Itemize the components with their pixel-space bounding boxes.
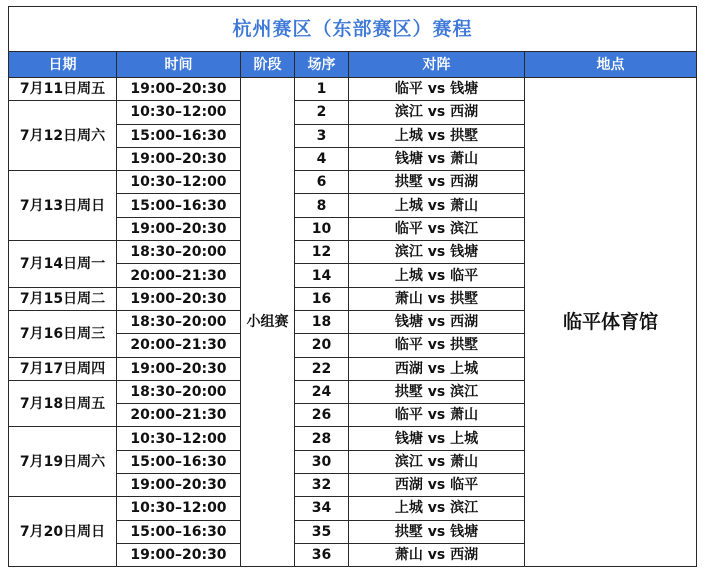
schedule-container (8, 6, 696, 567)
schedule-table (8, 6, 697, 567)
time-cell: 18:30–20:00 (117, 310, 241, 333)
time-cell: 19:00–20:30 (117, 147, 241, 170)
time-cell: 19:00–20:30 (117, 78, 241, 101)
match-cell: 临平 vs 萧山 (349, 404, 525, 427)
header-seq: 场序 (295, 52, 349, 78)
date-cell: 7月19日周六 (9, 427, 117, 497)
match-cell: 拱墅 vs 钱塘 (349, 520, 525, 543)
date-cell: 7月20日周日 (9, 497, 117, 567)
match-cell: 滨江 vs 西湖 (349, 101, 525, 124)
time-cell: 19:00–20:30 (117, 357, 241, 380)
seq-cell: 34 (295, 497, 349, 520)
seq-cell: 22 (295, 357, 349, 380)
match-cell: 上城 vs 萧山 (349, 194, 525, 217)
time-cell: 19:00–20:30 (117, 543, 241, 566)
seq-cell: 2 (295, 101, 349, 124)
seq-cell: 4 (295, 147, 349, 170)
date-cell: 7月12日周六 (9, 101, 117, 171)
match-cell: 上城 vs 拱墅 (349, 124, 525, 147)
time-cell: 19:00–20:30 (117, 217, 241, 240)
time-cell: 20:00–21:30 (117, 404, 241, 427)
table-row (9, 78, 697, 101)
seq-cell: 3 (295, 124, 349, 147)
match-cell: 临平 vs 钱塘 (349, 78, 525, 101)
seq-cell: 24 (295, 380, 349, 403)
date-cell: 7月17日周四 (9, 357, 117, 380)
date-cell: 7月16日周三 (9, 310, 117, 357)
time-cell: 15:00–16:30 (117, 194, 241, 217)
match-cell: 钱塘 vs 西湖 (349, 310, 525, 333)
time-cell: 20:00–21:30 (117, 334, 241, 357)
match-cell: 西湖 vs 上城 (349, 357, 525, 380)
seq-cell: 6 (295, 171, 349, 194)
time-cell: 10:30–12:00 (117, 101, 241, 124)
header-stage: 阶段 (241, 52, 295, 78)
seq-cell: 20 (295, 334, 349, 357)
match-cell: 上城 vs 临平 (349, 264, 525, 287)
seq-cell: 28 (295, 427, 349, 450)
time-cell: 18:30–20:00 (117, 380, 241, 403)
date-cell: 7月14日周一 (9, 241, 117, 288)
date-cell: 7月15日周二 (9, 287, 117, 310)
header-row (9, 52, 697, 78)
match-cell: 滨江 vs 钱塘 (349, 241, 525, 264)
match-cell: 钱塘 vs 萧山 (349, 147, 525, 170)
time-cell: 10:30–12:00 (117, 497, 241, 520)
match-cell: 萧山 vs 西湖 (349, 543, 525, 566)
date-cell: 7月13日周日 (9, 171, 117, 241)
seq-cell: 18 (295, 310, 349, 333)
header-time: 时间 (117, 52, 241, 78)
match-cell: 上城 vs 滨江 (349, 497, 525, 520)
match-cell: 拱墅 vs 滨江 (349, 380, 525, 403)
venue-cell: 临平体育馆 (525, 78, 697, 567)
seq-cell: 10 (295, 217, 349, 240)
header-date: 日期 (9, 52, 117, 78)
time-cell: 18:30–20:00 (117, 241, 241, 264)
time-cell: 10:30–12:00 (117, 427, 241, 450)
time-cell: 20:00–21:30 (117, 264, 241, 287)
time-cell: 15:00–16:30 (117, 124, 241, 147)
seq-cell: 30 (295, 450, 349, 473)
seq-cell: 32 (295, 474, 349, 497)
seq-cell: 26 (295, 404, 349, 427)
seq-cell: 36 (295, 543, 349, 566)
time-cell: 15:00–16:30 (117, 450, 241, 473)
title-row (9, 7, 697, 52)
match-cell: 西湖 vs 临平 (349, 474, 525, 497)
match-cell: 萧山 vs 拱墅 (349, 287, 525, 310)
match-cell: 临平 vs 滨江 (349, 217, 525, 240)
header-venue: 地点 (525, 52, 697, 78)
seq-cell: 14 (295, 264, 349, 287)
time-cell: 15:00–16:30 (117, 520, 241, 543)
seq-cell: 1 (295, 78, 349, 101)
seq-cell: 16 (295, 287, 349, 310)
time-cell: 10:30–12:00 (117, 171, 241, 194)
seq-cell: 8 (295, 194, 349, 217)
match-cell: 拱墅 vs 西湖 (349, 171, 525, 194)
stage-cell: 小组赛 (241, 78, 295, 567)
header-match: 对阵 (349, 52, 525, 78)
match-cell: 钱塘 vs 上城 (349, 427, 525, 450)
match-cell: 滨江 vs 萧山 (349, 450, 525, 473)
time-cell: 19:00–20:30 (117, 287, 241, 310)
seq-cell: 12 (295, 241, 349, 264)
match-cell: 临平 vs 拱墅 (349, 334, 525, 357)
seq-cell: 35 (295, 520, 349, 543)
time-cell: 19:00–20:30 (117, 474, 241, 497)
table-title: 杭州赛区（东部赛区）赛程 (9, 7, 697, 52)
schedule-body (9, 78, 697, 567)
date-cell: 7月11日周五 (9, 78, 117, 101)
date-cell: 7月18日周五 (9, 380, 117, 427)
